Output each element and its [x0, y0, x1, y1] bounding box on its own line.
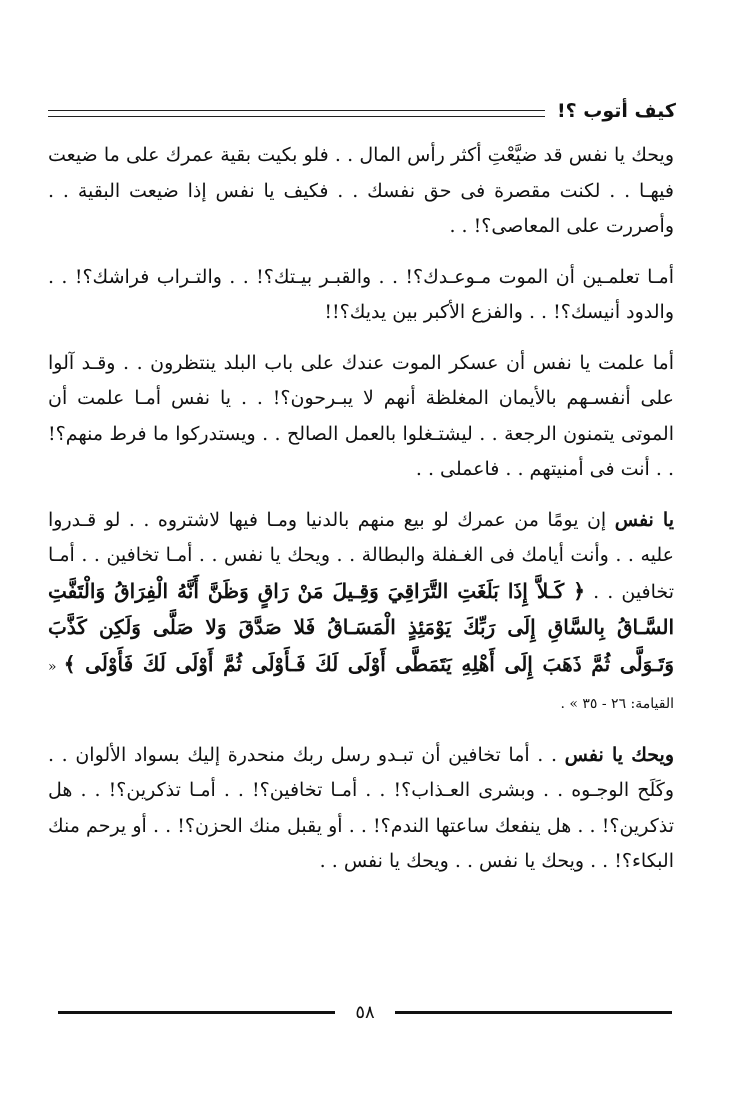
paragraph-5-lead: ويحك يا نفس [564, 743, 675, 766]
page-number: ٥٨ [355, 1001, 375, 1023]
paragraph-5-text: . . أما تخافين أن تبـدو رسل ربك منحدرة إليك بسواد الألوان . . وكَلَح الوجـوه . . وبشرى العـذاب؟! . . أمـا تخافين؟! . . أمـا تذكرين؟! . . هل تذكرين؟! . . هل ينفعك ساعتها الندم؟! . . أو يقبل منك الحزن؟! . . أو يرحم منك البكاء؟! . . ويحك يا نفس . . ويحك يا نفس . . [48, 743, 674, 872]
footer-rule-left [58, 1011, 335, 1014]
footer-rule-right [395, 1011, 672, 1014]
quran-verse: ﴿ كَـلاَّ إِذَا بَلَغَتِ التَّرَاقِيَ وَقِـيلَ مَنْ رَاقٍ وَظَنَّ أَنَّهُ الْفِرَاقُ وَالْتَفَّتِ السَّـاقُ بِالسَّاقِ إِلَى رَبِّكَ يَوْمَئِذٍ الْمَسَـاقُ فَلا صَدَّقَ وَلا صَلَّى وَلَكِن كَذَّبَ وَتَـوَلَّى ثُمَّ ذَهَبَ إِلَى أَهْلِهِ يَتَمَطَّى أَوْلَى لَكَ فَـأَوْلَى ثُمَّ أَوْلَى لَكَ فَأَوْلَى ﴾ [48, 578, 674, 676]
paragraph-2-text: أمـا تعلمـين أن الموت مـوعـدك؟! . . والقبـر بيـتك؟! . . والتـراب فراشك؟! . . والدود أنيسك؟! . . والفزع الأكبر بين يديك؟!! [48, 265, 674, 323]
body-text [48, 138, 674, 895]
paragraph-2 [48, 260, 674, 331]
paragraph-3 [48, 346, 674, 488]
paragraph-4 [48, 503, 674, 723]
paragraph-3-text: أما علمت يا نفس أن عسكر الموت عندك على باب البلد ينتظرون . . وقـد آلوا على أنفسـهم بالأيمان المغلظة أنهم لا يبـرحون؟! . . يا نفس أمـا علمت أن الموتى يتمنون الرجعة . . ليشتـغلوا بالعمل الصالح . . ويستدركوا ما فرط منهم؟! . . أنت فى أمنيتهم . . فاعملى . . [48, 351, 674, 480]
paragraph-4-text: إن يومًا من عمرك لو بيع منهم بالدنيا ومـا فيها لاشتروه . . لو قـدروا عليه . . وأنت أيامك فى الغـفلة والبطالة . . ويحك يا نفس . . أمـا تخافين . . أمـا تخافين . . [48, 508, 674, 603]
paragraph-5 [48, 738, 674, 880]
paragraph-4-lead: يا نفس [614, 508, 674, 531]
paragraph-1-text: ويحك يا نفس قد ضيَّعْتِ أكثر رأس المال . . فلو بكيت بقية عمرك على ما ضيعت فيهـا . . لكنت مقصرة فى حق نفسك . . فكيف يا نفس إذا ضيعت البقية . . وأصررت على المعاصى؟! . . [48, 144, 674, 237]
header-double-rule [48, 110, 545, 117]
paragraph-1 [48, 138, 674, 245]
running-header-title: كيف أتوب ؟! [556, 100, 676, 122]
page-footer [58, 1000, 672, 1024]
running-header [48, 96, 676, 126]
verse-citation: « القيامة: ٢٦ - ٣٥ » . [48, 658, 674, 712]
